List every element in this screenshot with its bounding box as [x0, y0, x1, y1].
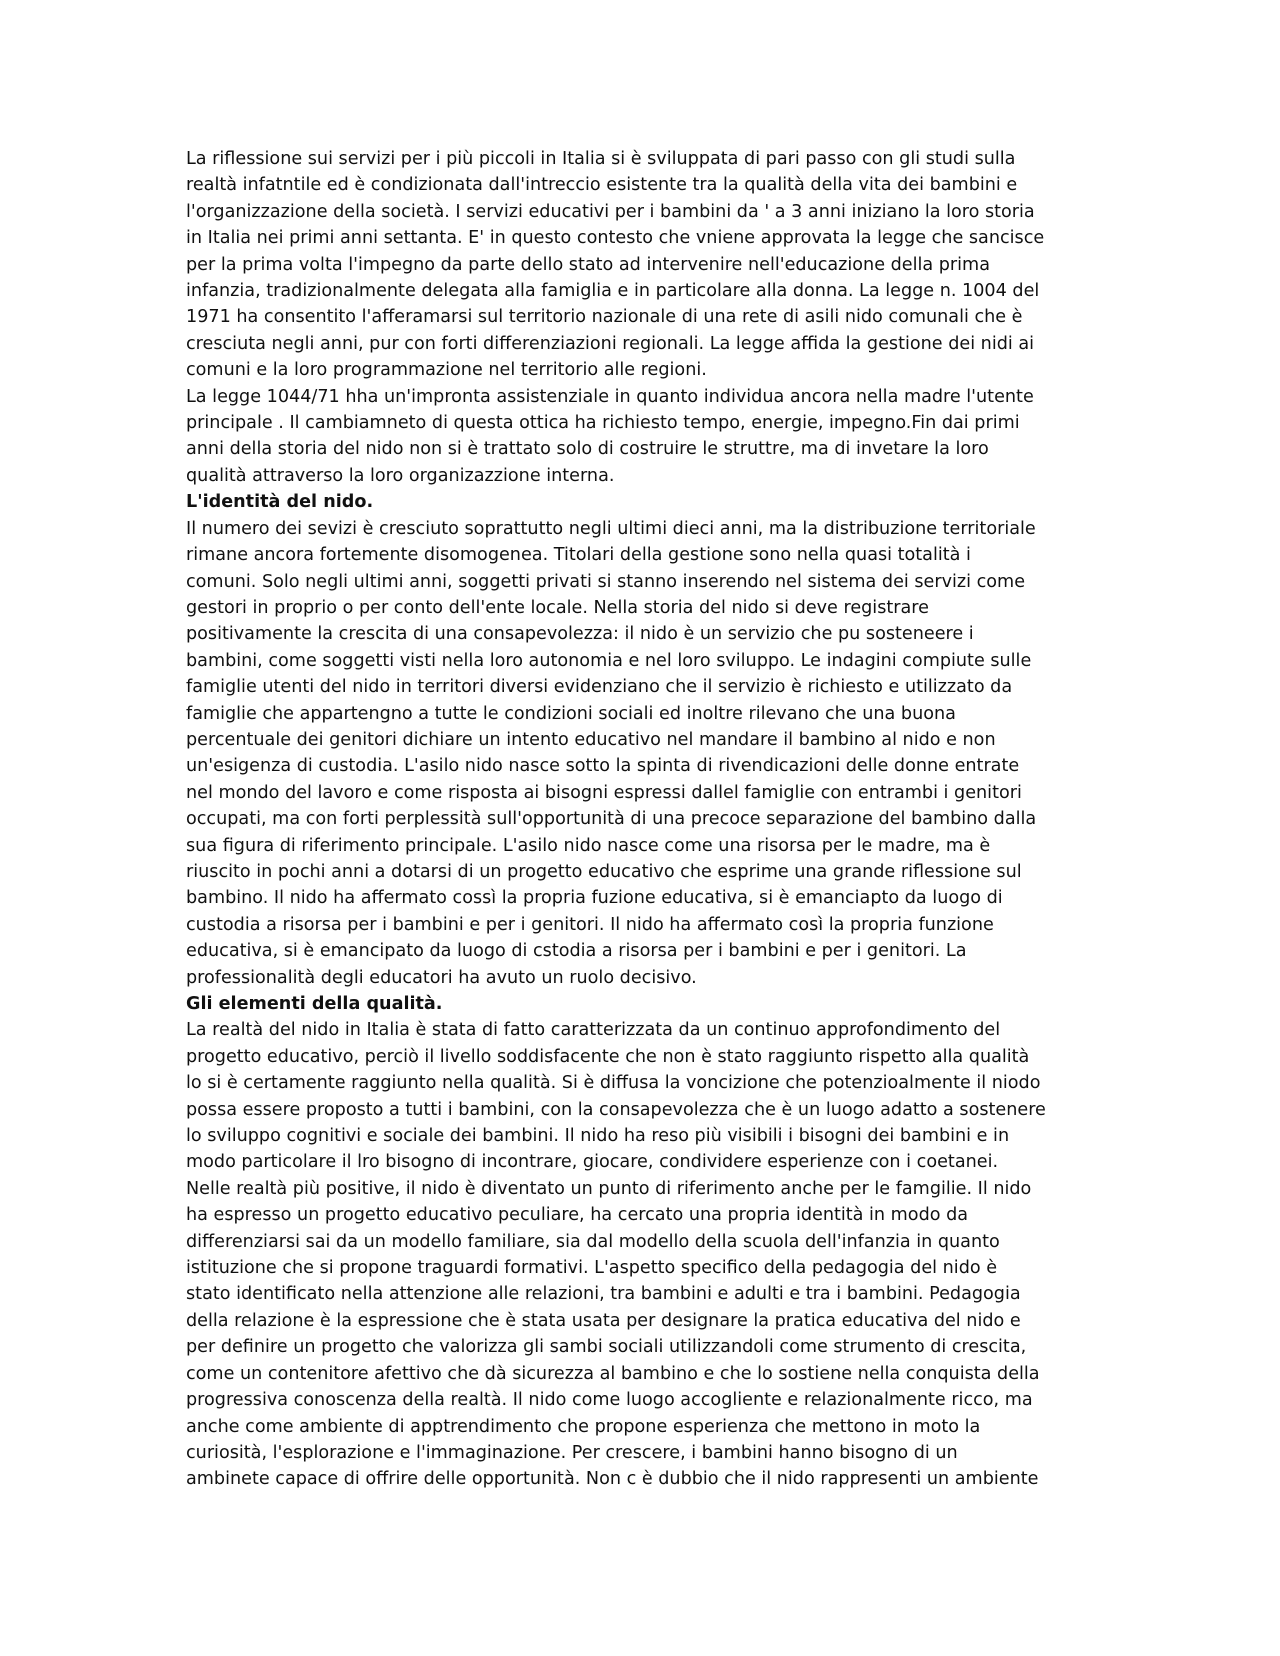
text-line: lo si è certamente raggiunto nella qualità. Si è diffusa la voncizione che potenzioalmente il niodo — [186, 1073, 1041, 1094]
text-line: progetto educativo, perciò il livello soddisfacente che non è stato raggiunto rispetto alla qualità — [186, 1046, 1030, 1067]
text-line: comuni e la loro programmazione nel territorio alle regioni. — [186, 360, 707, 381]
text-line: La realtà del nido in Italia è stata di fatto caratterizzata da un continuo approfondimento del — [186, 1020, 1001, 1041]
text-line: sua figura di riferimento principale. L'asilo nido nasce come una risorsa per le madre, ma è — [186, 835, 991, 856]
text-line: La legge 1044/71 hha un'impronta assistenziale in quanto individua ancora nella madre l'utente — [186, 386, 1034, 407]
text-line: qualità attraverso la loro organizazzione interna. — [186, 465, 615, 486]
text-line: possa essere proposto a tutti i bambini, con la consapevolezza che è un luogo adatto a sostenere — [186, 1099, 1046, 1120]
text-line: occupati, ma con forti perplessità sull'opportunità di una precoce separazione del bambino dalla — [186, 809, 1037, 830]
text-line: differenziarsi sai da un modello familiare, sia dal modello della scuola dell'infanzia in quanto — [186, 1231, 1000, 1252]
text-line: 1971 ha consentito l'afferamarsi sul territorio nazionale di una rete di asili nido comunali che è — [186, 307, 1023, 328]
text-line: stato identificato nella attenzione alle relazioni, tra bambini e adulti e tra i bambini. Pedagogia — [186, 1284, 1021, 1305]
text-line: percentuale dei genitori dichiare un intento educativo nel mandare il bambino al nido e non — [186, 729, 996, 750]
text-line: della relazione è la espressione che è stata usata per designare la pratica educativa del nido e — [186, 1310, 1021, 1331]
text-line: l'organizzazione della società. I servizi educativi per i bambini da ' a 3 anni iniziano la loro storia — [186, 201, 1035, 222]
text-line: famiglie che appartengno a tutte le condizioni sociali ed inoltre rilevano che una buona — [186, 703, 956, 724]
text-line: curiosità, l'esplorazione e l'immaginazione. Per crescere, i bambini hanno bisogno di un — [186, 1442, 958, 1463]
text-line: progressiva conoscenza della realtà. Il nido come luogo accogliente e relazionalmente ricco, ma — [186, 1390, 1033, 1411]
text-line: lo sviluppo cognitivi e sociale dei bambini. Il nido ha reso più visibili i bisogni dei bambini e in — [186, 1126, 1010, 1147]
text-line: gestori in proprio o per conto dell'ente locale. Nella storia del nido si deve registrare — [186, 597, 929, 618]
text-line: famiglie utenti del nido in territori diversi evidenziano che il servizio è richiesto e utilizzato da — [186, 677, 1013, 698]
text-line: custodia a risorsa per i bambini e per i genitori. Il nido ha affermato così la propria funzione — [186, 914, 994, 935]
text-line: per definire un progetto che valorizza gli sambi sociali utilizzandoli come strumento di crescita, — [186, 1337, 1027, 1358]
text-line: educativa, si è emancipato da luogo di cstodia a risorsa per i bambini e per i genitori. La — [186, 941, 967, 962]
text-line: riuscito in pochi anni a dotarsi di un progetto educativo che esprime una grande riflessione sul — [186, 861, 1022, 882]
text-line: principale . Il cambiamneto di questa ottica ha richiesto tempo, energie, impegno.Fin dai primi — [186, 413, 1020, 434]
text-line: in Italia nei primi anni settanta. E' in questo contesto che vniene approvata la legge che sancisce — [186, 228, 1045, 249]
text-line: bambino. Il nido ha affermato cossì la propria fuzione educativa, si è emanciapto da luogo di — [186, 888, 1003, 909]
text-line: ambinete capace di offrire delle opportunità. Non c è dubbio che il nido rappresenti un ambiente — [186, 1469, 1039, 1490]
text-line: cresciuta negli anni, pur con forti differenziazioni regionali. La legge affida la gestione dei nidi ai — [186, 333, 1035, 354]
text-line: per la prima volta l'impegno da parte dello stato ad intervenire nell'educazione della prima — [186, 254, 990, 275]
text-line: positivamente la crescita di una consapevolezza: il nido è un servizio che pu sosteneere i — [186, 624, 974, 645]
text-line: realtà infatntile ed è condizionata dall'intreccio esistente tra la qualità della vita dei bambini e — [186, 175, 1018, 196]
section-heading: Gli elementi della qualità. — [186, 994, 443, 1014]
text-line: infanzia, tradizionalmente delegata alla famiglia e in particolare alla donna. La legge n. 1004 del — [186, 281, 1040, 302]
text-line: Il numero dei sevizi è cresciuto soprattutto negli ultimi dieci anni, ma la distribuzione territoriale — [186, 518, 1036, 539]
text-line: rimane ancora fortemente disomogenea. Titolari della gestione sono nella quasi totalità i — [186, 545, 971, 566]
section-heading: L'identità del nido. — [186, 492, 374, 513]
text-line: professionalità degli educatori ha avuto un ruolo decisivo. — [186, 967, 697, 988]
text-line: bambini, come soggetti visti nella loro autonomia e nel loro sviluppo. Le indagini compiute sulle — [186, 650, 1032, 671]
text-line: anni della storia del nido non si è trattato solo di costruire le struttre, ma di invetare la loro — [186, 439, 989, 460]
text-line: nel mondo del lavoro e come risposta ai bisogni espressi dallel famiglie con entrambi i genitori — [186, 782, 1022, 803]
text-line: La riflessione sui servizi per i più piccoli in Italia si è sviluppata di pari passo con gli studi sulla — [186, 149, 1016, 169]
text-line: modo particolare il lro bisogno di incontrare, giocare, condividere esperienze con i coetanei. — [186, 1152, 999, 1173]
text-line: come un contenitore afettivo che dà sicurezza al bambino e che lo sostiene nella conquista della — [186, 1363, 1040, 1384]
document-body — [186, 146, 1096, 1493]
text-line: un'esigenza di custodia. L'asilo nido nasce sotto la spinta di rivendicazioni delle donne entrate — [186, 756, 1020, 777]
text-line: comuni. Solo negli ultimi anni, soggetti privati si stanno inserendo nel sistema dei servizi come — [186, 571, 1026, 592]
text-line: Nelle realtà più positive, il nido è diventato un punto di riferimento anche per le famgilie. Il nido — [186, 1178, 1032, 1199]
text-line: anche come ambiente di apptrendimento che propone esperienza che mettono in moto la — [186, 1416, 981, 1437]
text-line: ha espresso un progetto educativo peculiare, ha cercato una propria identità in modo da — [186, 1205, 969, 1226]
text-line: istituzione che si propone traguardi formativi. L'aspetto specifico della pedagogia del nido è — [186, 1258, 998, 1279]
